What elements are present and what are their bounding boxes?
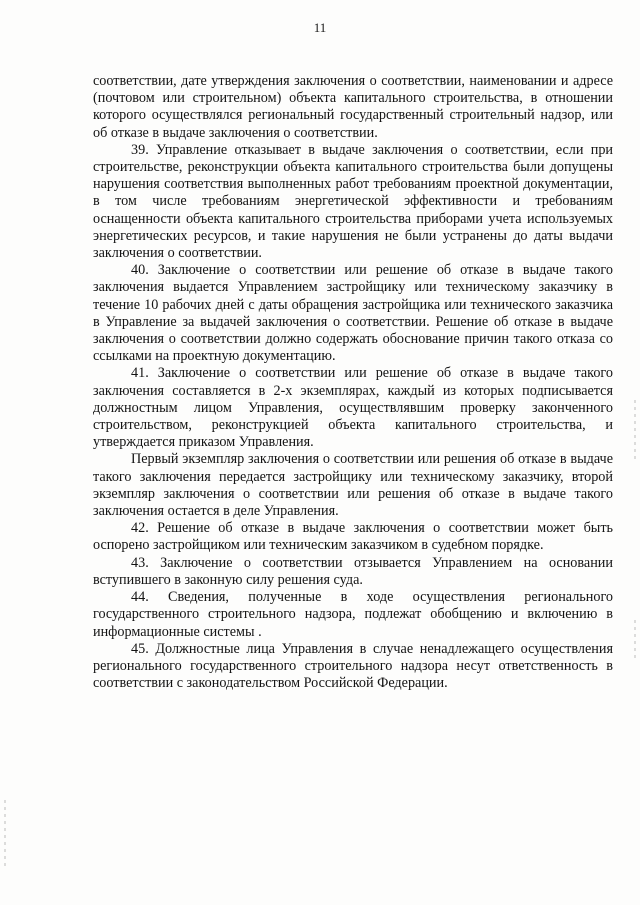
paragraph-40: 40. Заключение о соответствии или решение об отказе в выдаче такого заключения выдается Управлением застройщику или техническому заказчику в течение 10 рабочих дней с даты обращения застройщика или технического заказчика в Управление за выдачей заключения о соответствии. Решение об отказе в выдаче заключения о соответствии должно содержать обоснование причин такого отказа со ссылками на проектную документацию. (93, 262, 613, 365)
paragraph-42: 42. Решение об отказе в выдаче заключения о соответствии может быть оспорено застройщиком или техническим заказчиком в судебном порядке. (93, 520, 613, 554)
scan-edge-artifact (4, 800, 6, 870)
document-body (93, 73, 613, 692)
paragraph-45: 45. Должностные лица Управления в случае ненадлежащего осуществления регионального государственного строительного надзора несут ответственность в соответствии с законодательством Российской Федерации. (93, 640, 613, 692)
paragraph-43: 43. Заключение о соответствии отзывается Управлением на основании вступившего в законную силу решения суда. (93, 554, 613, 588)
page-number: 11 (313, 20, 327, 35)
scan-edge-artifact (634, 400, 636, 460)
paragraph-41-copies: Первый экземпляр заключения о соответствии или решения об отказе в выдаче такого заключения передается застройщику или техническому заказчику, второй экземпляр заключения о соответствии или решения об отказе в выдаче такого заключения остается в деле Управления. (93, 451, 613, 520)
paragraph-39: 39. Управление отказывает в выдаче заключения о соответствии, если при строительстве, реконструкции объекта капитального строительства были допущены нарушения соответствия выполненных работ требованиям проектной документации, в том числе требованиям энергетической эффективности и требованиям оснащенности объекта капитального строительства приборами учета используемых энергетических ресурсов, и такие нарушения не были устранены до даты выдачи заключения о соответствии. (93, 141, 613, 262)
scan-edge-artifact (634, 620, 636, 660)
paragraph-44: 44. Сведения, полученные в ходе осуществления регионального государственного строительного надзора, подлежат обобщению и включению в информационные системы . (93, 589, 613, 640)
paragraph-41: 41. Заключение о соответствии или решение об отказе в выдаче такого заключения составляется в 2-х экземплярах, каждый из которых подписывается должностным лицом Управления, осуществлявшим проверку законченного строительством, реконструкцией объекта капитального строительства, и утверждается приказом Управления. (93, 365, 613, 451)
paragraph-continuation: соответствии, дате утверждения заключения о соответствии, наименовании и адресе (почтовом или строительном) объекта капитального строительства, в отношении которого осуществлялся региональный государственный строительный надзор, или об отказе в выдаче заключения о соответствии. (93, 73, 613, 141)
